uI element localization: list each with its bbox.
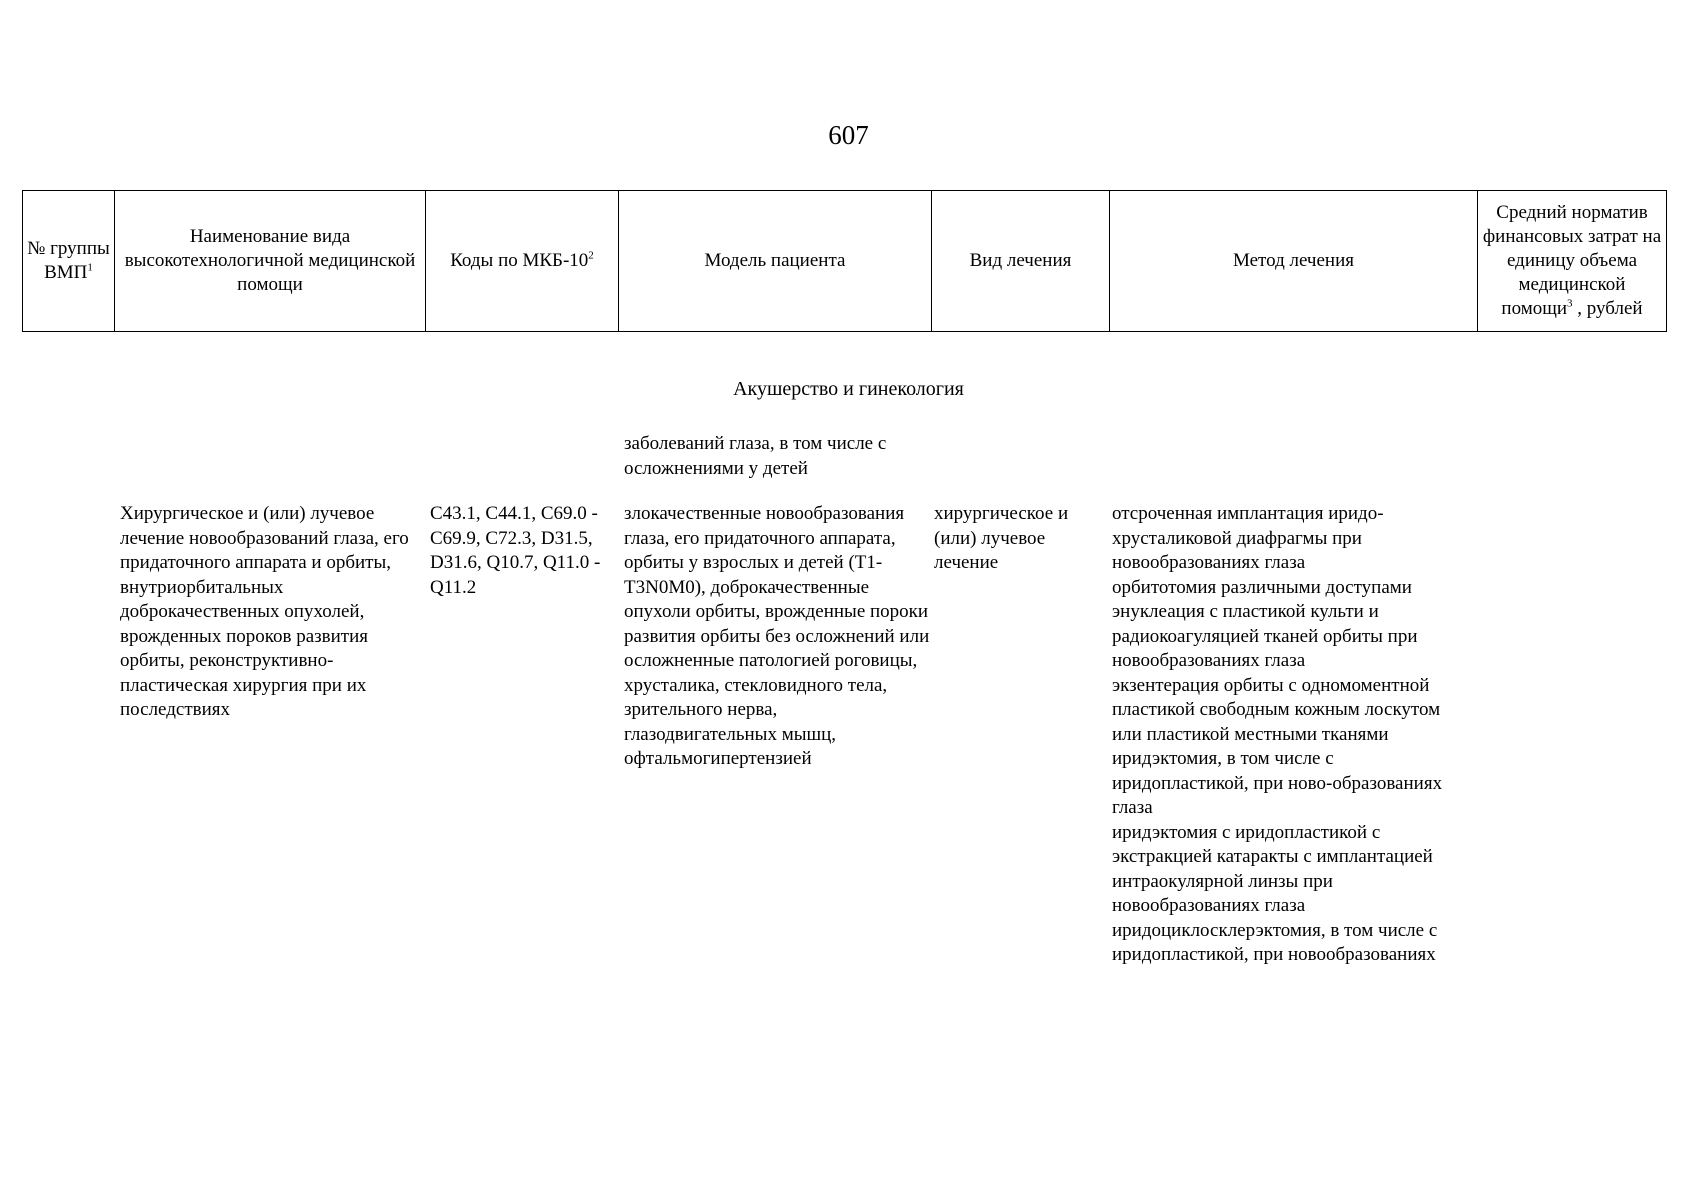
section-title: Акушерство и гинекология (733, 378, 964, 400)
table-header (22, 190, 1667, 332)
row-name: Хирургическое и (или) лучевое лечение новообразований глаза, его придаточного аппарата и орбиты, внутриорбитальных доброкачественных опухолей, врожденных пороков развития орбиты, реконструктивно-пластическая хирургия при их последствиях (120, 503, 409, 720)
method-item: иридэктомия, в том числе с иридопластикой, при ново-образованиях глаза (1112, 748, 1443, 818)
header-model: Модель пациента (619, 191, 932, 332)
header-codes: Коды по МКБ-$10^2$ (426, 191, 619, 332)
header-group-no: № группы ВМП$^1$ (23, 191, 115, 332)
method-item: энуклеация с пластикой культи и радиокоагуляцией тканей орбиты при новообразованиях глаза (1112, 601, 1418, 671)
row-codes: C43.1, C44.1, C69.0 - C69.9, C72.3, D31.5, D31.6, Q10.7, Q11.0 - Q11.2 (430, 503, 601, 598)
header-method: Метод лечения (1110, 191, 1478, 332)
header-name: Наименование вида высокотехнологичной медицинской помощи (115, 191, 426, 332)
method-item: орбитотомия различными доступами (1112, 576, 1412, 598)
method-item: отсроченная имплантация иридо-хрусталиковой диафрагмы при новообразованиях глаза (1112, 503, 1384, 573)
method-item: иридэктомия с иридопластикой с экстракцией катаракты с имплантацией интраокулярной линзы при новообразованиях глаза (1112, 821, 1433, 916)
continued-model-text: заболеваний глаза, в том числе с осложнениями у детей (624, 433, 887, 479)
row-methods (1112, 502, 1474, 968)
method-item: экзентерация орбиты с одномоментной пластикой свободным кожным лоскутом или пластикой местными тканями (1112, 674, 1441, 745)
header-treatment-type: Вид лечения (932, 191, 1110, 332)
page-number: 607 (828, 120, 869, 150)
method-item: иридоциклосклерэктомия, в том числе с иридопластикой, при новообразованиях (1112, 919, 1438, 965)
row-treatment-type: хирургическое и (или) лучевое лечение (934, 503, 1069, 573)
row-model: злокачественные новообразования глаза, его придаточного аппарата, орбиты у взрослых и детей (T1-T3N0M0), доброкачественные опухоли орбиты, врожденные пороки развития орбиты без осложнений или осложненные патологией роговицы, хрусталика, стекловидного тела, зрительного нерва, глазодвигательных мышц, офтальмогипертензией (624, 503, 930, 769)
header-cost: Средний норматив финансовых затрат на единицу объема медицинской помощи$^3$ , рублей (1478, 191, 1667, 332)
